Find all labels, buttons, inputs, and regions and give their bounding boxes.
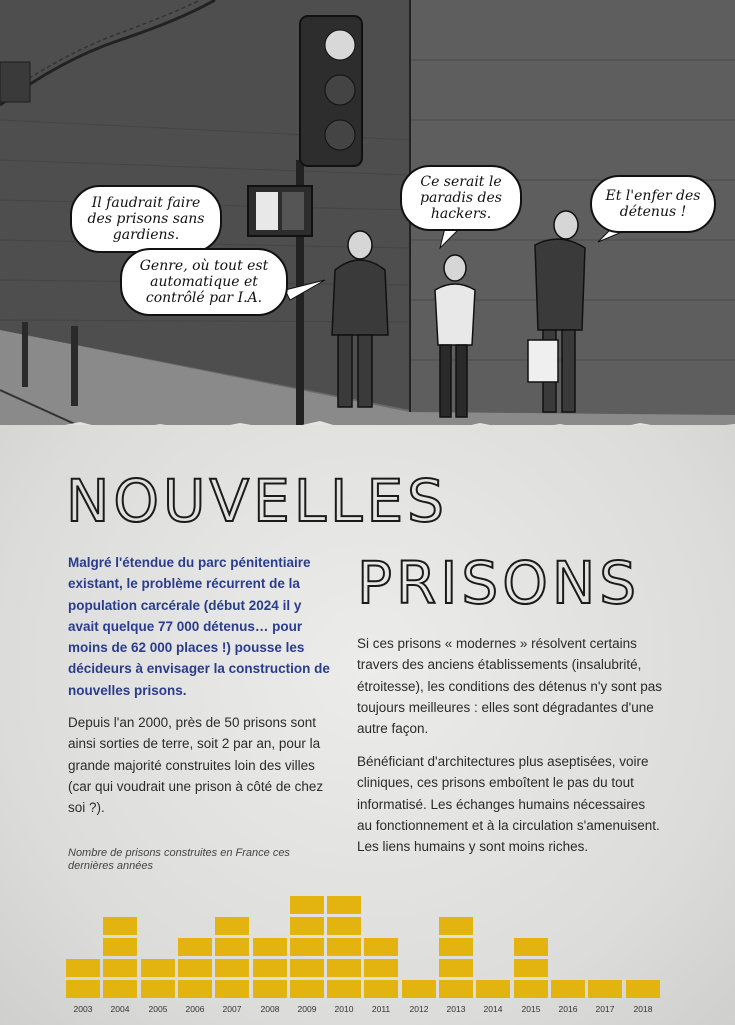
bar-unit xyxy=(439,938,473,956)
bar-unit xyxy=(290,959,324,977)
year-label: 2014 xyxy=(483,1004,503,1014)
year-label: 2003 xyxy=(73,1004,93,1014)
bar-unit xyxy=(327,917,361,935)
bar-unit xyxy=(588,980,622,998)
year-label: 2012 xyxy=(409,1004,429,1014)
bar-unit xyxy=(253,959,287,977)
bar-unit xyxy=(290,896,324,914)
prisons-bar-chart xyxy=(66,896,666,1016)
comic-illustration xyxy=(0,0,735,440)
bar-unit xyxy=(327,980,361,998)
bar-unit xyxy=(327,959,361,977)
bar-unit xyxy=(514,980,548,998)
bar-unit xyxy=(327,896,361,914)
bar-unit xyxy=(327,938,361,956)
bar-unit xyxy=(626,980,660,998)
bar-unit xyxy=(290,938,324,956)
year-label: 2008 xyxy=(260,1004,280,1014)
bar-2007 xyxy=(215,914,249,998)
bar-unit xyxy=(178,938,212,956)
bar-2010 xyxy=(327,893,361,998)
chart-caption: Nombre de prisons construites en France ces dernières années xyxy=(68,847,290,872)
speech-bubble-3: Ce serait le paradis des hackers. xyxy=(400,165,522,231)
bar-unit xyxy=(141,959,175,977)
bar-2018 xyxy=(626,977,660,998)
bar-unit xyxy=(66,980,100,998)
right-paragraph-1: Si ces prisons « modernes » résolvent certains travers des anciens établissements (insalubrité, étroitesse), les conditions des détenus n'y sont pas toujours meilleures : elles sont dégradantes d'une autre façon. xyxy=(357,636,663,737)
bar-unit xyxy=(439,980,473,998)
bar-unit xyxy=(290,980,324,998)
bar-unit xyxy=(103,959,137,977)
bar-unit xyxy=(364,980,398,998)
lead-paragraph: Malgré l'étendue du parc pénitentiaire existant, le problème récurrent de la population carcérale (début 2024 il y avait quelque 77 000 détenus… pour moins de 62 000 places !) pousse les décideurs à envisager la construction de nouvelles prisons. xyxy=(68,555,330,698)
year-label: 2017 xyxy=(595,1004,615,1014)
bar-2015 xyxy=(514,935,548,998)
year-label: 2016 xyxy=(558,1004,578,1014)
year-label: 2004 xyxy=(110,1004,130,1014)
bar-2004 xyxy=(103,914,137,998)
bar-unit xyxy=(178,980,212,998)
title-line-2: PRISONS xyxy=(357,549,641,617)
bar-unit xyxy=(103,938,137,956)
bar-2014 xyxy=(476,977,510,998)
year-label: 2010 xyxy=(334,1004,354,1014)
year-label: 2007 xyxy=(222,1004,242,1014)
bar-unit xyxy=(364,959,398,977)
bar-unit xyxy=(103,980,137,998)
bar-unit xyxy=(551,980,585,998)
year-label: 2009 xyxy=(297,1004,317,1014)
bar-unit xyxy=(215,980,249,998)
year-label: 2018 xyxy=(633,1004,653,1014)
bar-unit xyxy=(178,959,212,977)
bar-2013 xyxy=(439,914,473,998)
bar-unit xyxy=(215,959,249,977)
bar-unit xyxy=(141,980,175,998)
bar-2005 xyxy=(141,956,175,998)
year-label: 2011 xyxy=(371,1004,391,1014)
bar-2006 xyxy=(178,935,212,998)
bar-unit xyxy=(66,959,100,977)
bar-2003 xyxy=(66,956,100,998)
bar-2011 xyxy=(364,935,398,998)
bar-unit xyxy=(103,917,137,935)
bar-unit xyxy=(253,938,287,956)
speech-bubble-1: Il faudrait faire des prisons sans gardiens. xyxy=(70,185,222,253)
bar-unit xyxy=(215,938,249,956)
bar-2008 xyxy=(253,935,287,998)
bar-unit xyxy=(402,980,436,998)
bar-unit xyxy=(439,959,473,977)
bar-unit xyxy=(476,980,510,998)
year-label: 2015 xyxy=(521,1004,541,1014)
bar-unit xyxy=(364,938,398,956)
bar-unit xyxy=(514,938,548,956)
bar-2016 xyxy=(551,977,585,998)
year-label: 2005 xyxy=(148,1004,168,1014)
bar-unit xyxy=(514,959,548,977)
bar-unit xyxy=(439,917,473,935)
bar-unit xyxy=(253,980,287,998)
bar-2009 xyxy=(290,893,324,998)
bar-2012 xyxy=(402,977,436,998)
title-line-1: NOUVELLES xyxy=(66,467,448,535)
year-label: 2013 xyxy=(446,1004,466,1014)
year-label: 2006 xyxy=(185,1004,205,1014)
bar-2017 xyxy=(588,977,622,998)
bar-unit xyxy=(290,917,324,935)
speech-bubble-2: Genre, où tout est automatique et contrôlé par I.A. xyxy=(120,248,288,316)
right-paragraph-2: Bénéficiant d'architectures plus aseptisées, voire cliniques, ces prisons emboîtent le pas du tout informatisé. Les échanges humains nécessaires au fonctionnement et à la circulation s'amenuisent. Les liens humains y sont moins riches. xyxy=(357,754,660,855)
bar-unit xyxy=(215,917,249,935)
left-paragraph: Depuis l'an 2000, près de 50 prisons sont ainsi sorties de terre, soit 2 par an, pour la grande majorité construites loin des villes (car qui voudrait une prison à côté de chez soi ?). xyxy=(68,715,324,816)
speech-bubble-4: Et l'enfer des détenus ! xyxy=(590,175,716,233)
